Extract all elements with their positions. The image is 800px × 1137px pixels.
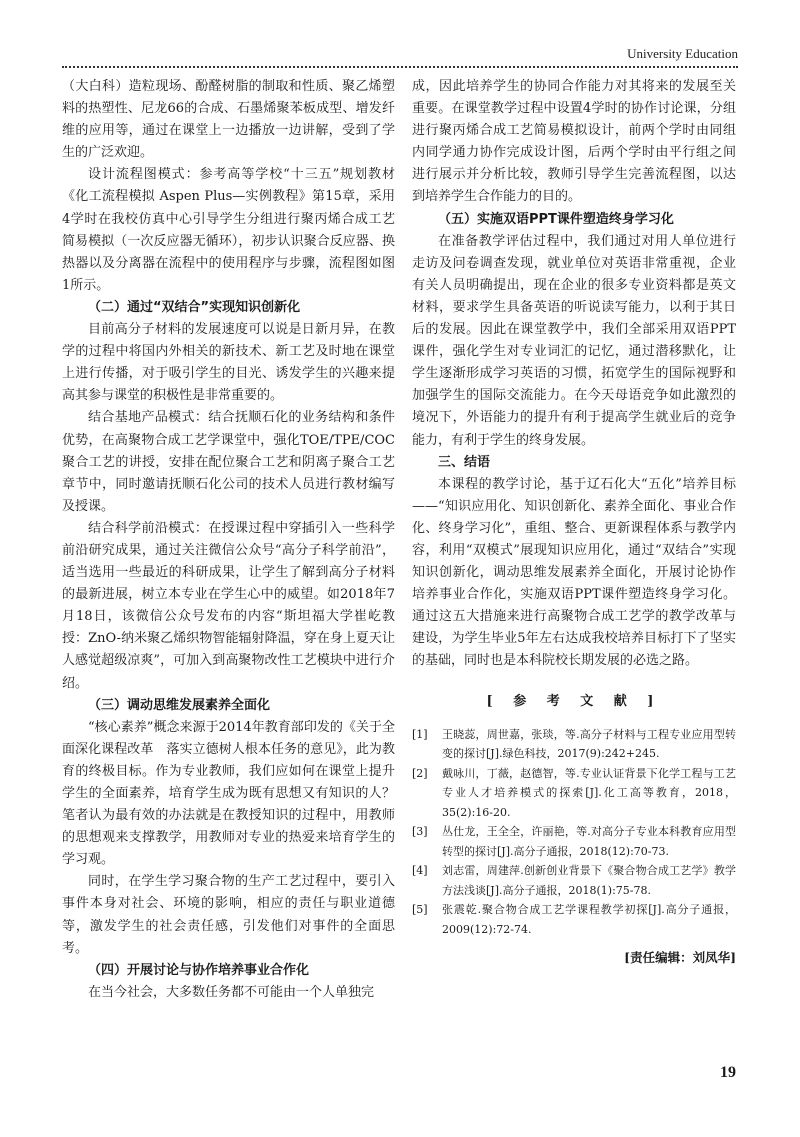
reference-text: 戴咏川，丁薇，赵德智，等.专业认证背景下化学工程与工艺专业人才培养模式的探索[J].化工高等教育，2018，35(2):16-20.	[442, 766, 736, 819]
reference-text: 丛仕龙，王全全，许丽艳，等.对高分子专业本科教育应用型转型的探讨[J].高分子通报，2018(12):70-73.	[442, 825, 736, 858]
reference-number: [4]	[412, 864, 428, 878]
paragraph: 成，因此培养学生的协同合作能力对其将来的发展至关重要。在课堂教学过程中设置4学时的协作讨论课，分组进行聚丙烯合成工艺简易模拟设计，前两个学时由同组内同学通力协作完成设计图，后两个学时由平行组之间进行展示并分析比较，教师引导学生完善流程图，以达到培养学生合作能力的目的。	[412, 79, 736, 205]
references-title: [ 参 考 文 献 ]	[486, 693, 662, 709]
paragraph: 同时，在学生学习聚合物的生产工艺过程中，要引入事件本身对社会、环境的影响，相应的责任与职业道德等，激发学生的社会责任感，引发他们对事件的全面思考。	[62, 874, 395, 956]
paragraph: 设计流程图模式：参考高等学校“十三五”规划教材《化工流程模拟 Aspen Plus—实例教程》第15章，采用4学时在我校仿真中心引导学生分组进行聚丙烯合成工艺简易模拟（一次反应器无循环），初步认识聚合反应器、换热器以及分离器在流程中的使用程序与步骤，流程图如图1所示。	[62, 167, 395, 293]
reference-item	[412, 764, 736, 823]
reference-text: 刘志雷，周建萍.创新创业背景下《聚合物合成工艺学》教学方法浅谈[J].高分子通报，2018(1):75-78.	[442, 864, 736, 897]
paragraph: 目前高分子材料的发展速度可以说是日新月异，在教学的过程中将国内外相关的新技术、新工艺及时地在课堂上进行传播，对于吸引学生的目光、诱发学生的兴趣来提高其参与课堂的积极性是非常重要的。	[62, 322, 395, 404]
reference-number: [1]	[412, 727, 428, 741]
right-column	[412, 76, 736, 969]
reference-text: 王晓蕊，周世嘉，张琰，等.高分子材料与工程专业应用型转变的探讨[J].绿色科技，2017(9):242+245.	[442, 727, 736, 761]
reference-number: [3]	[412, 825, 428, 839]
reference-item	[412, 822, 736, 861]
section-heading: （五）实施双语PPT课件塑造终身学习化	[438, 211, 674, 227]
section-heading: （三）调动思维发展素养全面化	[88, 697, 271, 713]
left-column	[62, 76, 395, 1004]
section-heading: （四）开展讨论与协作培养事业合作化	[88, 962, 310, 978]
paragraph: （大白科）造粒现场、酚醛树脂的制取和性质、聚乙烯塑料的热塑性、尼龙66的合成、石墨烯聚苯板成型、增发纤维的应用等，通过在课堂上一边播放一边讲解，受到了学生的广泛欢迎。	[62, 79, 395, 161]
header-rule	[62, 66, 738, 68]
references-list	[412, 725, 736, 940]
paragraph: 结合基地产品模式：结合抚顺石化的业务结构和条件优势，在高聚物合成工艺学课堂中，强化TOE/TPE/COC聚合工艺的讲授，安排在配位聚合工艺和阴离子聚合工艺章节中，同时邀请抚顺石化公司的技术人员进行教材编写及授课。	[62, 410, 395, 514]
reference-item	[412, 900, 736, 939]
reference-item	[412, 725, 736, 764]
responsible-editor: [责任编辑：刘凤华]	[624, 950, 736, 966]
paragraph: 在当今社会，大多数任务都不可能由一个人单独完	[88, 984, 375, 1000]
paragraph: 本课程的教学讨论，基于辽石化大“五化”培养目标——“知识应用化、知识创新化、素养全面化、事业合作化、终身学习化”，重组、整合、更新课程体系与教学内容，利用“双模式”展现知识应用化，通过“双结合”实现知识创新化，调动思维发展素养全面化，开展讨论协作培养事业合作化，实施双语PPT课件塑造终身学习化。通过这五大措施来进行高聚物合成工艺学的教学改革与建设，为学生毕业5年左右达成我校培养目标打下了坚实的基础，同时也是本科院校长期发展的必选之路。	[412, 476, 736, 669]
paragraph: 在准备教学评估过程中，我们通过对用人单位进行走访及问卷调查发现，就业单位对英语非常重视，企业有关人员明确提出，现在企业的很多专业资料都是英文材料，要求学生具备英语的听说读写能力，以利于其日后的发展。因此在课堂教学中，我们全部采用双语PPT课件，强化学生对专业词汇的记忆，通过潜移默化，让学生逐渐形成学习英语的习惯，拓宽学生的国际视野和加强学生的国际交流能力。在今天母语竞争如此激烈的境况下，外语能力的提升有利于提高学生就业后的竞争能力，有利于学生的终身发展。	[412, 233, 736, 448]
section-heading: 三、结语	[438, 454, 491, 470]
paragraph: “核心素养”概念来源于2014年教育部印发的《关于全面深化课程改革 落实立德树人根本任务的意见》，此为教育的终极目标。作为专业教师，我们应如何在课堂上提升学生的全面素养，培育学生成为既有思想又有知识的人？笔者认为最有效的办法就是在教授知识的过程中，用教师的思想观来支撑教学，用教师对专业的热爱来培育学生的学习观。	[62, 719, 395, 868]
page-number: 19	[720, 1064, 736, 1081]
reference-number: [5]	[412, 903, 428, 917]
paragraph: 结合科学前沿模式：在授课过程中穿插引入一些科学前沿研究成果，通过关注微信公众号“高分子科学前沿”，适当选用一些最近的科研成果，让学生了解到高分子材料的最新进展，树立本专业在学生心中的威望。如2018年7月18日，该微信公众号发布的内容“斯坦福大学崔屹教授：ZnO-纳米聚乙烯织物智能辐射降温，穿在身上夏天让人感觉超级凉爽”，可加入到高聚物改性工艺模块中进行介绍。	[62, 520, 395, 691]
reference-text: 张震乾.聚合物合成工艺学课程教学初探[J].高分子通报，2009(12):72-74.	[442, 903, 736, 936]
reference-item	[412, 861, 736, 900]
reference-number: [2]	[412, 766, 428, 780]
journal-name: University Education	[627, 46, 738, 61]
section-heading: （二）通过“双结合”实现知识创新化	[88, 299, 301, 315]
